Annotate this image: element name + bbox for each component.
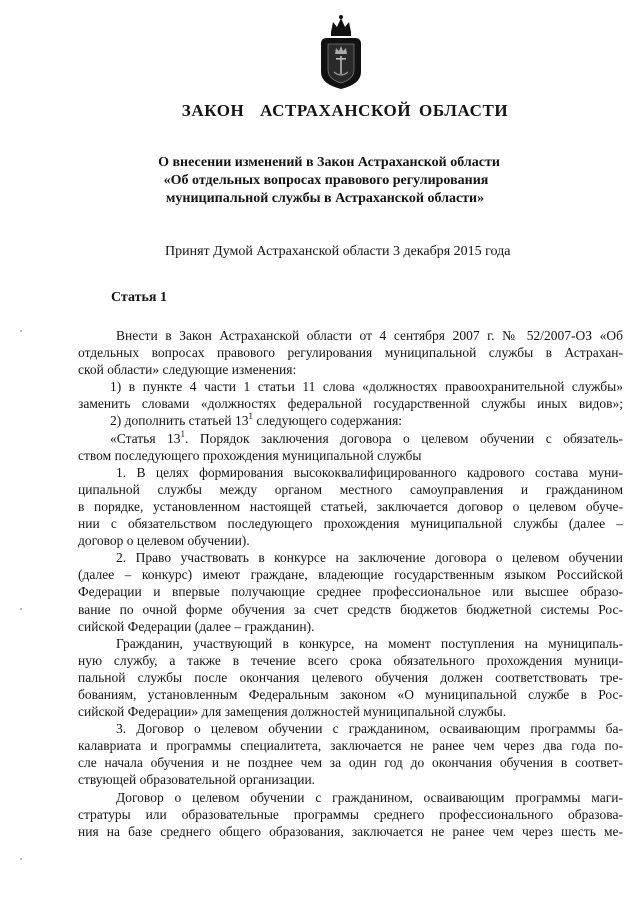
text-line: 2. Право участвовать в конкурсе на заключение договора о целевом обучении xyxy=(116,550,623,566)
text-line: отдельных вопросах правового регулирования муниципальной службы в Астрахан- xyxy=(78,345,623,361)
article-body xyxy=(78,327,623,840)
article-heading: Статья 1 xyxy=(111,290,167,305)
text-line: Внести в Закон Астраханской области от 4 сентября 2007 г. № 52/2007-ОЗ «Об xyxy=(116,328,623,343)
text-line: сийской Федерации» для замещения должностей муниципальной службы. xyxy=(78,704,507,720)
scan-speck xyxy=(20,330,22,332)
text-line-with-superscript xyxy=(78,430,623,447)
text-line: пальной службы после окончания целевого обучения должен соответствовать тре- xyxy=(78,669,623,685)
text-fragment: . Порядок заключения договора о целевом обучении с обязатель- xyxy=(185,430,623,446)
text-line: ную службу, а также в течение всего срока обязательного прохождения муници- xyxy=(78,652,623,668)
text-line: в порядке, установленном настоящей статьей, заключается договор о целевом обуче- xyxy=(78,498,623,514)
text-line: заменить словами «должностях федеральной государственной службы иных видов»; xyxy=(78,396,623,412)
text-line: Федерации и впервые получающие среднее профессиональное или высшее образо- xyxy=(78,584,623,600)
text-line: сийской Федерации (далее – гражданин). xyxy=(78,618,315,634)
text-line: 1) в пункте 4 части 1 статьи 11 слова «должностях правоохранительной службы» xyxy=(110,379,623,395)
text-line-with-superscript xyxy=(78,412,623,429)
law-subject xyxy=(0,154,640,208)
text-line: ством последующего прохождения муниципальной службы xyxy=(78,447,422,463)
text-line: 3. Договор о целевом обучении с гражданином, осваивающим программы ба- xyxy=(116,721,623,737)
text-fragment: 2) дополнить статьей 13 xyxy=(110,413,249,429)
superscript: 1 xyxy=(180,428,186,439)
text-line: калавриата и программы специалитета, заключается не ранее чем через два года по- xyxy=(78,738,623,754)
law-title-region: АСТРАХАНСКОЙ ОБЛАСТИ xyxy=(260,101,509,120)
text-line: сле начала обучения и не позднее чем за один год до окончания обучения в соответ- xyxy=(78,755,623,771)
text-line: бованиям, установленным Федеральным законом «О муниципальной службе в Рос- xyxy=(78,686,623,702)
text-line: ствующей образовательной организации. xyxy=(78,772,316,788)
law-title xyxy=(0,101,640,121)
scan-speck xyxy=(20,608,22,610)
text-line: ципальной службы между органом местного самоуправления и гражданином xyxy=(78,481,623,497)
text-line: договор о целевом обучении). xyxy=(78,533,250,549)
text-line: Гражданин, участвующий в конкурсе, на момент поступления на муниципаль- xyxy=(116,635,623,651)
text-line: вание по очной форме обучения за счет средств бюджетов бюджетной системы Рос- xyxy=(78,601,623,617)
text-line: (далее – конкурс) имеют граждане, владеющие государственным языком Российской xyxy=(78,567,623,583)
superscript: 1 xyxy=(248,411,254,422)
text-line: нии с обязательством последующего прохождения муниципальной службы (далее – xyxy=(78,516,623,532)
text-line: ния на базе среднего общего образования, заключается не ранее чем через шесть ме- xyxy=(78,823,623,839)
law-title-word: ЗАКОН xyxy=(181,101,245,120)
subject-line: муниципальной службы в Астраханской области» xyxy=(165,191,485,206)
coat-of-arms-icon xyxy=(319,14,363,90)
subject-line: «Об отдельных вопросах правового регулирования xyxy=(163,173,489,188)
scan-speck xyxy=(20,858,22,860)
text-fragment: «Статья 13 xyxy=(110,430,181,446)
text-line: 1. В целях формирования высококвалифицированного кадрового состава муни- xyxy=(116,464,623,480)
text-fragment: следующего содержания: xyxy=(256,413,403,429)
text-line: ской области» следующие изменения: xyxy=(78,362,297,378)
text-line: Договор о целевом обучении с гражданином, осваивающим программы маги- xyxy=(116,789,623,805)
subject-line: О внесении изменений в Закон Астраханской области xyxy=(158,155,500,170)
text-line: стратуры или образовательные программы среднего профессионального образова- xyxy=(78,806,623,822)
adoption-statement: Принят Думой Астраханской области 3 декабря 2015 года xyxy=(165,244,511,259)
